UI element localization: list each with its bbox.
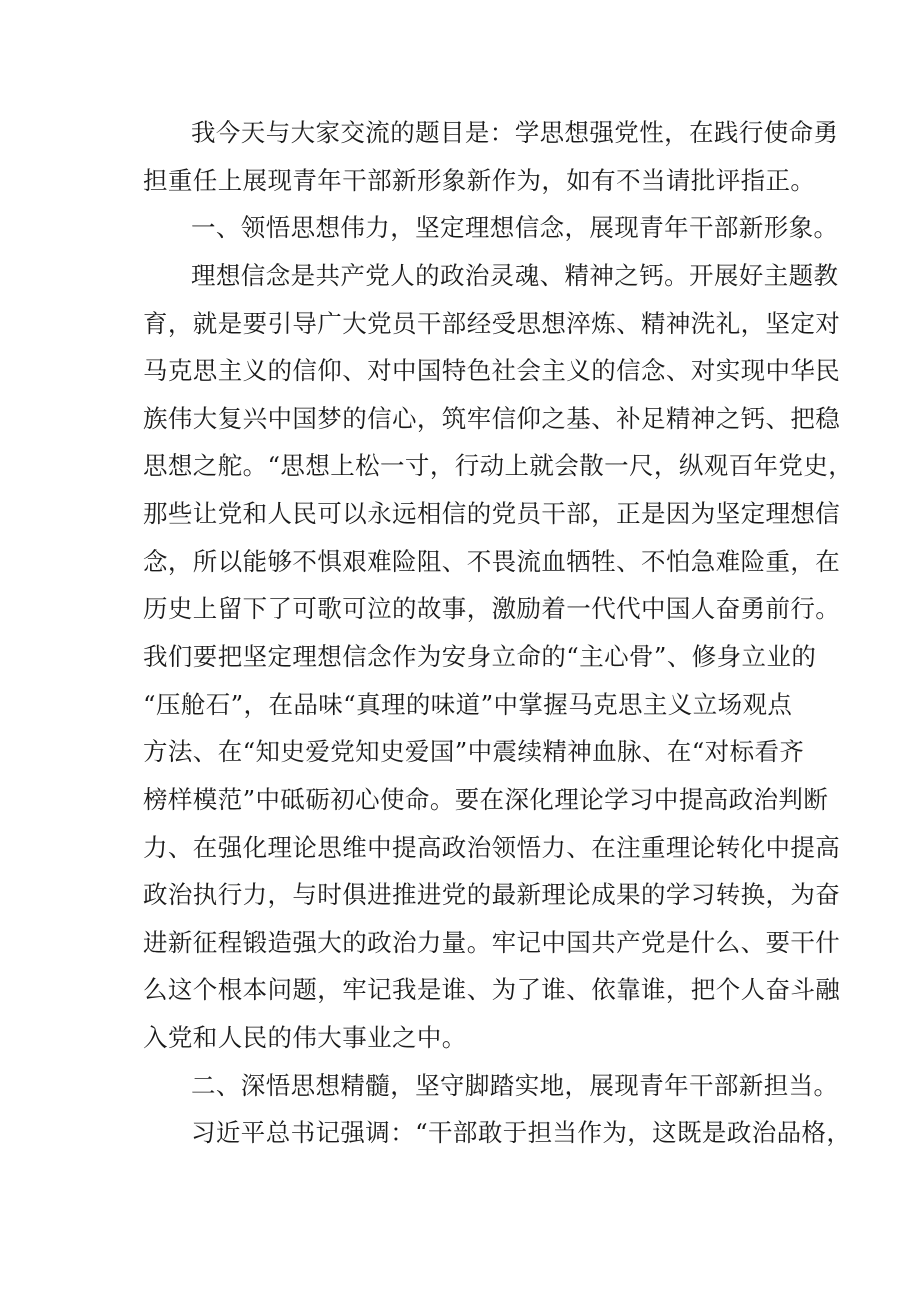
paragraph-body-line: 念，所以能够不惧艰难险阻、不畏流血牺牲、不怕急难险重，在 [143,547,841,576]
paragraph-body-line: 进新征程锻造强大的政治力量。牢记中国共产党是什么、要干什 [143,928,841,957]
paragraph-intro-line-1: 我今天与大家交流的题目是：学思想强党性，在践行使命勇 [191,118,839,147]
paragraph-intro-line-2: 担重任上展现青年干部新形象新作为，如有不当请批评指正。 [143,166,816,195]
paragraph-body-line: 族伟大复兴中国梦的信心，筑牢信仰之基、补足精神之钙、把稳 [143,404,841,433]
section-heading-2: 二、深悟思想精髓，坚守脚踏实地，展现青年干部新担当。 [191,1071,839,1100]
paragraph-body-line: 育，就是要引导广大党员干部经受思想淬炼、精神洗礼，坚定对 [143,309,841,338]
section-heading-1: 一、领悟思想伟力，坚定理想信念，展现青年干部新形象。 [191,213,839,242]
paragraph-body-line: 思想之舵。“思想上松一寸，行动上就会散一尺，纵观百年党史， [143,451,854,480]
paragraph-body-line: 政治执行力，与时俱进推进党的最新理论成果的学习转换，为奋 [143,880,841,909]
paragraph-body-line: “压舱石”，在品味“真理的味道”中掌握马克思主义立场观点 [143,690,793,719]
paragraph-body-line: 习近平总书记强调：“干部敢于担当作为，这既是政治品格， [191,1118,852,1147]
paragraph-body-line: 力、在强化理论思维中提高政治领悟力、在注重理论转化中提高 [143,833,841,862]
paragraph-body-line: 么这个根本问题，牢记我是谁、为了谁、依靠谁，把个人奋斗融 [143,975,841,1004]
paragraph-body-line: 入党和人民的伟大事业之中。 [143,1023,467,1052]
paragraph-body-line: 榜样模范”中砥砺初心使命。要在深化理论学习中提高政治判断 [143,785,829,814]
paragraph-body-line: 历史上留下了可歌可泣的故事，激励着一代代中国人奋勇前行。 [143,594,841,623]
paragraph-body-line: 我们要把坚定理想信念作为安身立命的“主心骨”、修身立业的 [143,642,817,671]
paragraph-body-line: 那些让党和人民可以永远相信的党员干部，正是因为坚定理想信 [143,499,841,528]
paragraph-body-line: 方法、在“知史爱党知史爱国”中震续精神血脉、在“对标看齐 [143,737,805,766]
paragraph-body-line: 理想信念是共产党人的政治灵魂、精神之钙。开展好主题教 [191,261,839,290]
paragraph-body-line: 马克思主义的信仰、对中国特色社会主义的信念、对实现中华民 [143,356,841,385]
